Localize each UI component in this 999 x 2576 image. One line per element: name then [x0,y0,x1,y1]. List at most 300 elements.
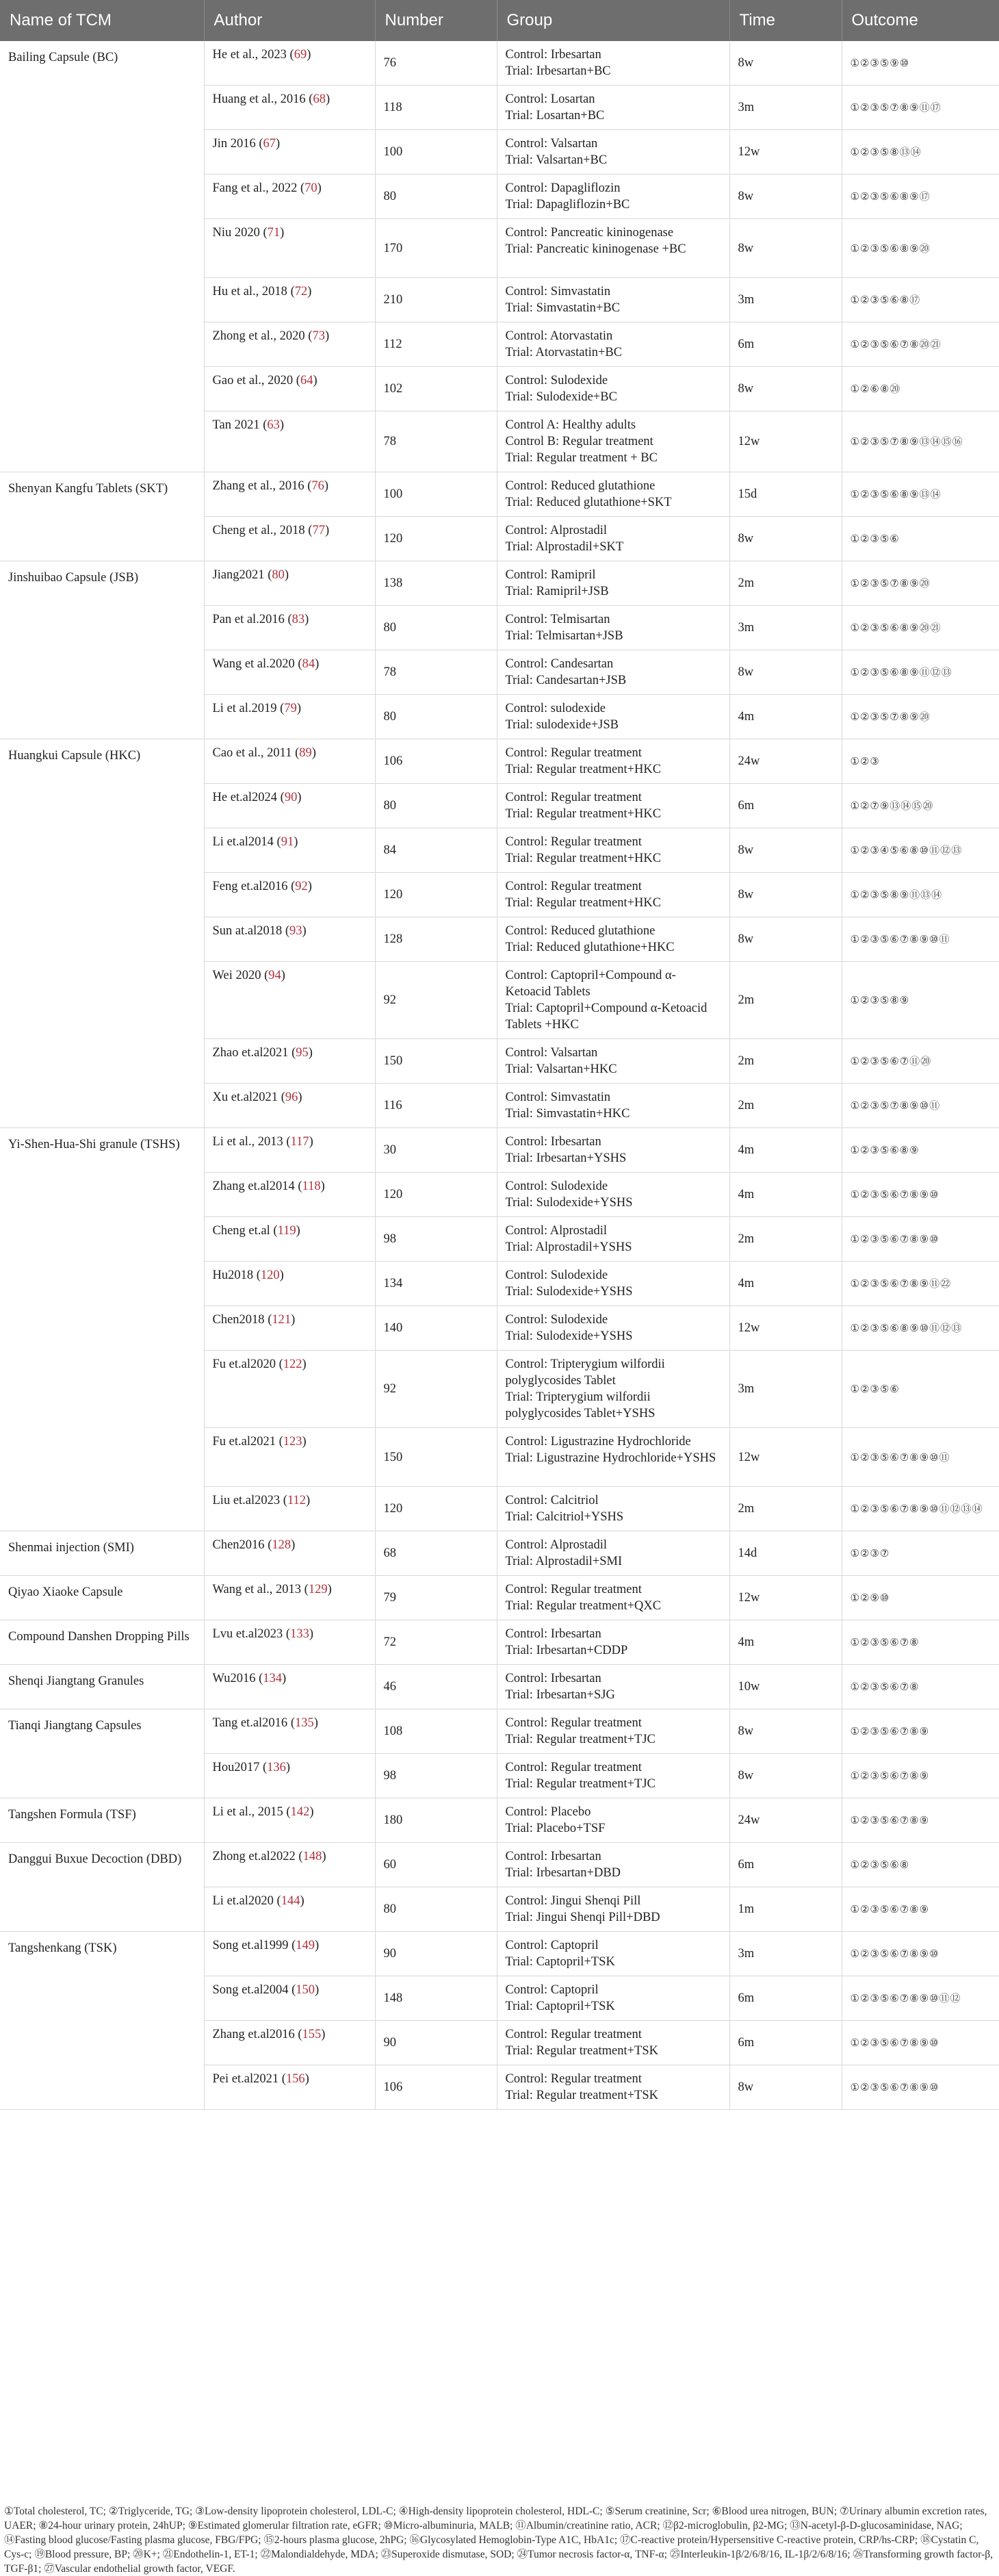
duration-cell: 12w [729,1306,842,1351]
table-row [0,561,999,606]
author-cell: Fu et.al2021 (123) [204,1428,375,1487]
reference-link[interactable]: 155 [302,2028,322,2041]
author-cell: Lvu et.al2023 (133) [204,1620,375,1665]
author-name: Zhong et.al2022 [212,1850,296,1863]
duration-cell: 24w [729,739,842,784]
table-row [0,1128,999,1173]
reference-link[interactable]: 80 [272,568,285,582]
outcome-cell: ①②③⑤⑥⑦⑧⑨⑩ [842,2021,999,2065]
control-group: Control: Alprostadil [505,524,608,537]
control-group: Control: Regular treatment [505,2028,642,2041]
duration-cell: 8w [729,517,842,561]
header-number: Number [375,0,497,41]
author-name: Fu et.al2021 [212,1435,276,1449]
control-group: Control: Placebo [505,1805,591,1819]
control-group: Control: Sulodexide [505,1268,608,1282]
author-name: Tan 2021 [212,418,260,432]
outcome-cell: ①②③⑤⑥ [842,517,999,561]
reference-link[interactable]: 121 [272,1313,291,1327]
group-cell [497,2021,729,2065]
duration-cell: 6m [729,322,842,367]
group-cell [497,1217,729,1262]
sample-number-cell: 138 [375,561,497,606]
reference-link[interactable]: 71 [267,226,281,240]
header-author: Author [204,0,375,41]
group-cell [497,1173,729,1217]
trial-group: Trial: Alprostadil+SMI [505,1555,623,1568]
control-group: Control: Regular treatment [505,1716,642,1730]
author-cell: Chen2018 (121) [204,1306,375,1351]
author-cell: Fang et al., 2022 (70) [204,175,375,219]
control-group: Control: Irbesartan [505,1850,601,1863]
sample-number-cell: 210 [375,278,497,322]
outcome-cell: ①②③⑤⑥⑦⑧⑨ [842,1887,999,1932]
author-cell: Song et.al2004 (150) [204,1976,375,2021]
author-name: Zhong et al., 2020 [212,329,305,343]
author-cell: Zhao et.al2021 (95) [204,1039,375,1084]
control-group: Control: Valsartan [505,137,598,151]
outcome-cell: ①②③⑤⑦⑧⑨⑳ [842,561,999,606]
reference-link[interactable]: 117 [290,1135,309,1149]
outcome-cell: ①②③⑤⑦⑧⑨⑳ [842,695,999,739]
author-name: Liu et.al2023 [212,1494,281,1507]
sample-number-cell: 30 [375,1128,497,1173]
duration-cell: 15d [729,472,842,517]
sample-number-cell: 150 [375,1428,497,1487]
sample-number-cell: 102 [375,367,497,411]
duration-cell: 8w [729,219,842,278]
duration-cell: 2m [729,1217,842,1262]
table-row [0,1620,999,1665]
sample-number-cell: 90 [375,2021,497,2065]
reference-link[interactable]: 133 [290,1627,309,1641]
author-cell: Zhang et.al2014 (118) [204,1173,375,1217]
reference-link[interactable]: 142 [290,1805,310,1819]
author-cell: Fu et.al2020 (122) [204,1351,375,1428]
control-group: Control: Regular treatment [505,746,642,760]
outcome-cell: ①②③⑤⑥⑦⑧ [842,1665,999,1709]
author-cell: Wang et al., 2013 (129) [204,1576,375,1620]
duration-cell: 12w [729,411,842,472]
reference-link[interactable]: 118 [302,1179,321,1193]
sample-number-cell: 60 [375,1843,497,1887]
group-cell [497,1531,729,1576]
table-body [0,41,999,2110]
reference-link[interactable]: 119 [277,1224,296,1238]
duration-cell: 1m [729,1887,842,1932]
header-time: Time [729,0,842,41]
author-name: Chen2016 [212,1538,265,1552]
author-cell: Tan 2021 (63) [204,411,375,472]
duration-cell: 4m [729,1173,842,1217]
trial-group: Trial: Sulodexide+BC [505,390,617,404]
outcome-cell: ①②③⑤⑥⑦⑧⑨⑩⑪⑫⑬⑭ [842,1487,999,1531]
control-group: Control: Regular treatment [505,791,642,804]
sample-number-cell: 140 [375,1306,497,1351]
trial-group: Trial: Sulodexide+YSHS [505,1285,633,1299]
author-cell: Wei 2020 (94) [204,962,375,1039]
table-row [0,1798,999,1843]
outcome-cell: ①②③⑤⑥⑦⑧ [842,1620,999,1665]
group-cell [497,650,729,695]
author-name: Zhao et.al2021 [212,1046,289,1060]
sample-number-cell: 92 [375,1351,497,1428]
tcm-name-cell: Shenyan Kangfu Tablets (SKT) [0,472,204,561]
outcome-cell: ①②③⑤⑥⑦⑧⑨ [842,1798,999,1843]
author-name: Cheng et al., 2018 [212,524,305,537]
author-cell: Zhong et al., 2020 (73) [204,322,375,367]
group-cell [497,1843,729,1887]
trial-group: Trial: Reduced glutathione+HKC [505,941,675,954]
author-name: Jiang2021 [212,568,265,582]
sample-number-cell: 106 [375,739,497,784]
tcm-name-cell: Tangshenkang (TSK) [0,1932,204,2110]
reference-link[interactable]: 134 [263,1672,283,1685]
group-cell [497,606,729,650]
outcome-cell: ①②③⑤⑥⑧ [842,1843,999,1887]
reference-link[interactable]: 120 [260,1268,280,1282]
reference-link[interactable]: 84 [302,657,315,671]
outcome-cell: ①②③⑤⑦⑧⑨⑪⑰ [842,86,999,130]
outcome-cell: ①②③⑤⑥⑧⑨⑳㉑ [842,606,999,650]
tcm-name-cell: Yi-Shen-Hua-Shi granule (TSHS) [0,1128,204,1531]
sample-number-cell: 80 [375,175,497,219]
trial-group: Trial: Regular treatment+HKC [505,807,662,821]
duration-cell: 8w [729,367,842,411]
author-cell: Niu 2020 (71) [204,219,375,278]
control-group: Control: Captopril+Compound α-Ketoacid Tablets [505,969,676,999]
duration-cell: 3m [729,606,842,650]
sample-number-cell: 106 [375,2065,497,2110]
author-name: He et.al2024 [212,791,278,804]
trial-group: Trial: Valsartan+HKC [505,1062,617,1076]
control-group: Control: Irbesartan [505,1672,601,1685]
table-row [0,1665,999,1709]
reference-link[interactable]: 156 [285,2072,305,2086]
author-cell: Pan et al.2016 (83) [204,606,375,650]
outcome-cell: ①②⑥⑧⑳ [842,367,999,411]
trial-group: Trial: sulodexide+JSB [505,718,619,732]
trial-group: Trial: Alprostadil+SKT [505,540,624,554]
control-group: Control: Jingui Shenqi Pill [505,1894,641,1908]
group-cell [497,1887,729,1932]
author-cell: Cao et al., 2011 (89) [204,739,375,784]
duration-cell: 8w [729,2065,842,2110]
group-cell [497,695,729,739]
duration-cell: 12w [729,1576,842,1620]
outcome-cell: ①②③⑤⑥⑦⑧⑨⑩ [842,1217,999,1262]
reference-link[interactable]: 149 [296,1939,315,1952]
group-cell [497,917,729,962]
group-cell [497,1976,729,2021]
reference-link[interactable]: 135 [294,1716,314,1730]
trial-group: Trial: Candesartan+JSB [505,674,627,687]
duration-cell: 24w [729,1798,842,1843]
trial-group: Trial: Ramipril+JSB [505,585,609,598]
author-name: Hou2017 [212,1761,260,1774]
author-cell: Feng et.al2016 (92) [204,873,375,917]
duration-cell: 8w [729,917,842,962]
outcome-cell: ①②③⑤⑨⑩ [842,41,999,86]
duration-cell: 3m [729,86,842,130]
group-cell [497,130,729,175]
outcome-cell: ①②③⑤⑥⑦⑧⑳㉑ [842,322,999,367]
sample-number-cell: 180 [375,1798,497,1843]
group-cell [497,1487,729,1531]
author-cell: Sun at.al2018 (93) [204,917,375,962]
trial-group: Trial: Simvastatin+HKC [505,1107,630,1121]
control-group: Control: Reduced glutathione [505,924,656,938]
trial-group: Trial: Simvastatin+BC [505,301,621,315]
group-cell [497,1620,729,1665]
tcm-name-cell: Huangkui Capsule (HKC) [0,739,204,1128]
reference-link[interactable]: 96 [285,1091,298,1104]
reference-link[interactable]: 91 [281,835,294,849]
author-cell: Wang et al.2020 (84) [204,650,375,695]
author-cell: Li et.al2020 (144) [204,1887,375,1932]
sample-number-cell: 78 [375,411,497,472]
outcome-cell: ①②③⑤⑥⑧⑨⑬⑭ [842,472,999,517]
trial-group: Trial: Regular treatment+QXC [505,1599,662,1613]
outcome-cell: ①②③⑤⑥⑧⑨ [842,1128,999,1173]
outcome-cell: ①②③ [842,739,999,784]
trial-group: Trial: Sulodexide+YSHS [505,1196,633,1210]
reference-link[interactable]: 92 [295,880,308,893]
duration-cell: 4m [729,1262,842,1306]
author-name: Lvu et.al2023 [212,1627,283,1641]
table-row [0,1709,999,1754]
sample-number-cell: 120 [375,1173,497,1217]
control-group: Control: Captopril [505,1983,599,1997]
control-group: Control: Irbesartan [505,1627,601,1641]
sample-number-cell: 108 [375,1709,497,1754]
author-name: Huang et al., 2016 [212,92,306,106]
reference-link[interactable]: 70 [304,181,317,195]
duration-cell: 2m [729,561,842,606]
control-group: Control: Irbesartan [505,48,601,62]
group-cell [497,175,729,219]
outcome-cell: ①②③⑦ [842,1531,999,1576]
table-row [0,1576,999,1620]
control-group: Control: Simvastatin [505,1091,611,1104]
control-group: Control: Irbesartan [505,1135,601,1149]
group-cell [497,472,729,517]
reference-link[interactable]: 148 [302,1850,322,1863]
duration-cell: 12w [729,130,842,175]
trial-group: Trial: Atorvastatin+BC [505,346,623,359]
control-group: Control: Regular treatment [505,2072,642,2086]
sample-number-cell: 116 [375,1084,497,1128]
trial-group: Trial: Irbesartan+BC [505,64,611,78]
control-group: Control: Regular treatment [505,880,642,893]
group-cell [497,1709,729,1754]
reference-link[interactable]: 129 [308,1583,328,1596]
header-outcome: Outcome [842,0,999,41]
sample-number-cell: 80 [375,695,497,739]
sample-number-cell: 134 [375,1262,497,1306]
sample-number-cell: 98 [375,1217,497,1262]
reference-link[interactable]: 67 [263,137,276,151]
reference-link[interactable]: 77 [312,524,325,537]
author-name: Li et al., 2013 [212,1135,283,1149]
reference-link[interactable]: 79 [284,702,297,715]
reference-link[interactable]: 144 [281,1894,300,1908]
group-cell [497,1262,729,1306]
reference-link[interactable]: 128 [272,1538,291,1552]
control-group: Control: Captopril [505,1939,599,1952]
reference-link[interactable]: 83 [291,613,305,626]
reference-link[interactable]: 69 [294,48,307,62]
author-name: Niu 2020 [212,226,260,240]
author-name: Li et al.2019 [212,702,277,715]
author-name: Pei et.al2021 [212,2072,279,2086]
outcome-cell: ①②③⑤⑥⑧⑨⑰ [842,175,999,219]
group-cell [497,1798,729,1843]
control-group: Control: Losartan [505,92,595,106]
sample-number-cell: 128 [375,917,497,962]
reference-link[interactable]: 94 [268,969,281,982]
duration-cell: 4m [729,1620,842,1665]
author-cell: He et al., 2023 (69) [204,41,375,86]
reference-link[interactable]: 90 [284,791,298,804]
reference-link[interactable]: 136 [267,1761,286,1774]
author-name: Xu et.al2021 [212,1091,278,1104]
outcome-cell: ①②⑦⑨⑬⑭⑮⑳ [842,784,999,828]
outcome-cell: ①②③④⑤⑥⑧⑩⑪⑫⑬ [842,828,999,873]
duration-cell: 8w [729,1709,842,1754]
reference-link[interactable]: 72 [294,285,308,298]
group-cell [497,278,729,322]
outcome-cell: ①②③⑤⑥⑦⑧⑨⑩ [842,1173,999,1217]
sample-number-cell: 92 [375,962,497,1039]
control-group: Control: Simvastatin [505,285,611,298]
reference-link[interactable]: 150 [296,1983,315,1997]
author-name: Pan et al.2016 [212,613,285,626]
trial-group: Trial: Regular treatment+HKC [505,763,662,776]
control-group: Control: Sulodexide [505,374,608,387]
outcome-cell: ①②③⑤⑥⑦⑧⑨ [842,1709,999,1754]
duration-cell: 8w [729,41,842,86]
duration-cell: 3m [729,278,842,322]
control-group: Control: Dapagliflozin [505,181,621,195]
outcome-cell: ①②③⑤⑥⑦⑧⑨⑩⑪⑫ [842,1976,999,2021]
group-cell [497,1128,729,1173]
sample-number-cell: 118 [375,86,497,130]
trial-group: Trial: Irbesartan+CDDP [505,1644,628,1657]
sample-number-cell: 100 [375,130,497,175]
reference-link[interactable]: 112 [287,1494,307,1507]
control-group: Control: Valsartan [505,1046,598,1060]
reference-link[interactable]: 95 [296,1046,309,1060]
reference-link[interactable]: 89 [299,746,312,760]
group-cell [497,1428,729,1487]
sample-number-cell: 98 [375,1754,497,1798]
author-name: Tang et.al2016 [212,1716,288,1730]
author-cell: Cheng et.al (119) [204,1217,375,1262]
reference-link[interactable]: 122 [283,1357,302,1371]
tcm-name-cell: Tangshen Formula (TSF) [0,1798,204,1843]
sample-number-cell: 170 [375,219,497,278]
author-cell: Zhong et.al2022 (148) [204,1843,375,1887]
trial-group: Trial: Valsartan+BC [505,153,608,167]
author-name: Zhang et.al2016 [212,2028,295,2041]
duration-cell: 4m [729,1128,842,1173]
sample-number-cell: 148 [375,1976,497,2021]
table-row [0,1843,999,1887]
author-name: Hu2018 [212,1268,254,1282]
sample-number-cell: 150 [375,1039,497,1084]
trial-group: Trial: Placebo+TSF [505,1822,606,1835]
outcome-cell: ①②③⑤⑧⑬⑭ [842,130,999,175]
trial-group: Trial: Captopril+TSK [505,2000,615,2013]
reference-link[interactable]: 73 [312,329,325,343]
control-group: Control: Regular treatment [505,1583,642,1596]
author-cell: Zhang et al., 2016 (76) [204,472,375,517]
trial-group: Trial: Regular treatment+TJC [505,1733,656,1746]
table-row [0,41,999,86]
reference-link[interactable]: 76 [311,479,324,493]
group-cell [497,41,729,86]
reference-link[interactable]: 93 [289,924,302,938]
outcome-cell: ①②⑨⑩ [842,1576,999,1620]
trial-group: Trial: Regular treatment+TSK [505,2089,658,2102]
reference-link[interactable]: 123 [283,1435,302,1449]
author-name: Feng et.al2016 [212,880,288,893]
reference-link[interactable]: 68 [313,92,326,106]
group-cell [497,1576,729,1620]
author-cell: Tang et.al2016 (135) [204,1709,375,1754]
group-cell [497,367,729,411]
author-name: Li et al., 2015 [212,1805,283,1819]
reference-link[interactable]: 64 [300,374,313,387]
sample-number-cell: 68 [375,1531,497,1576]
group-cell [497,1084,729,1128]
trial-group: Trial: Ligustrazine Hydrochloride+YSHS [505,1451,716,1465]
author-cell: Gao et al., 2020 (64) [204,367,375,411]
duration-cell: 8w [729,873,842,917]
trial-group: Trial: Irbesartan+SJG [505,1688,615,1702]
control-group: Control: Sulodexide [505,1313,608,1327]
author-cell: Chen2016 (128) [204,1531,375,1576]
author-name: Wei 2020 [212,969,261,982]
author-cell: Hou2017 (136) [204,1754,375,1798]
tcm-name-cell: Compound Danshen Dropping Pills [0,1620,204,1665]
outcome-cell: ①②③⑤⑥⑦⑧⑨⑩ [842,1932,999,1976]
reference-link[interactable]: 63 [267,418,280,432]
author-name: Wang et al., 2013 [212,1583,302,1596]
group-cell [497,1665,729,1709]
trial-group: Trial: Irbesartan+YSHS [505,1151,627,1165]
trial-group: Trial: Captopril+TSK [505,1955,615,1969]
author-cell: Liu et.al2023 (112) [204,1487,375,1531]
control-group: Control A: Healthy adults [505,418,636,432]
outcome-cell: ①②③⑤⑥ [842,1351,999,1428]
tcm-name-cell: Danggui Buxue Decoction (DBD) [0,1843,204,1932]
group-cell [497,1039,729,1084]
group-cell [497,1351,729,1428]
trial-group: Trial: Regular treatment+TSK [505,2044,658,2058]
outcome-cell: ①②③⑤⑥⑦⑧⑨ [842,1754,999,1798]
duration-cell: 6m [729,2021,842,2065]
author-name: Fu et.al2020 [212,1357,276,1371]
trial-group: Trial: Sulodexide+YSHS [505,1329,633,1343]
control-group: Control: Reduced glutathione [505,479,656,493]
group-cell [497,411,729,472]
duration-cell: 6m [729,1976,842,2021]
trial-group: Trial: Dapagliflozin+BC [505,198,630,212]
trial-group: Trial: Telmisartan+JSB [505,629,623,643]
author-cell: Pei et.al2021 (156) [204,2065,375,2110]
